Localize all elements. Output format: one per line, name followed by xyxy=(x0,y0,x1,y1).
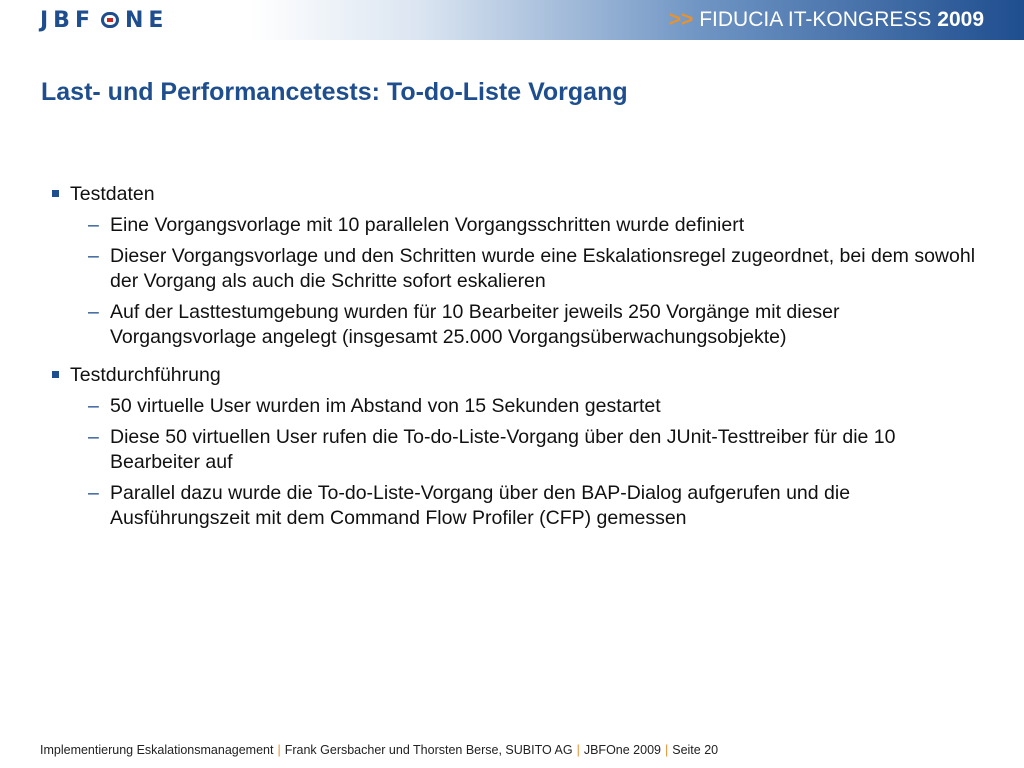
square-bullet-icon xyxy=(52,371,59,378)
section-heading: Testdaten xyxy=(70,183,155,205)
sub-item-text: Dieser Vorgangsvorlage und den Schritten wurde eine Eskalationsregel zugeordnet, bei dem sowohl der Vorgang als auch die Schritte sofort eskalieren xyxy=(110,245,976,292)
square-bullet-icon xyxy=(52,190,59,197)
sub-item xyxy=(50,394,990,419)
dash-bullet-icon: – xyxy=(88,426,99,448)
footer-separator: | xyxy=(277,743,281,757)
footer-separator: | xyxy=(664,743,669,757)
slide-body xyxy=(50,182,990,544)
logo-text-ne: NE xyxy=(124,7,169,33)
footer-event: JBFOne 2009 xyxy=(583,743,661,757)
sub-item xyxy=(50,244,990,294)
dash-bullet-icon: – xyxy=(88,482,99,504)
slide-title: Last- und Performancetests: To-do-Liste Vorgang xyxy=(41,78,628,106)
footer-separator: | xyxy=(576,743,580,757)
logo-text-jbf: JBF xyxy=(40,7,95,33)
bullet-item xyxy=(50,182,990,207)
sub-item-text: Auf der Lasttestumgebung wurden für 10 Bearbeiter jeweils 250 Vorgänge mit dieser Vorgangsvorlage angelegt (insgesamt 25.000 Vorgangsüberwachungsobjekte) xyxy=(110,301,840,348)
section-testdaten xyxy=(50,182,990,350)
logo-o-icon xyxy=(101,12,119,28)
congress-year: 2009 xyxy=(937,8,984,31)
section-heading: Testdurchführung xyxy=(70,364,221,386)
footer-authors: Frank Gersbacher und Thorsten Berse, SUBITO AG xyxy=(284,743,573,757)
congress-arrows: >> xyxy=(668,8,694,31)
dash-bullet-icon: – xyxy=(88,301,99,323)
bullet-item xyxy=(50,363,990,388)
sub-item-text: Eine Vorgangsvorlage mit 10 parallelen Vorgangsschritten wurde definiert xyxy=(110,214,745,236)
sub-item-text: Parallel dazu wurde die To-do-Liste-Vorgang über den BAP-Dialog aufgerufen und die Ausführungszeit mit dem Command Flow Profiler (CFP) gemessen xyxy=(110,482,851,529)
sub-item xyxy=(50,300,990,350)
congress-name: FIDUCIA IT-KONGRESS xyxy=(699,8,932,31)
dash-bullet-icon: – xyxy=(88,245,99,267)
dash-bullet-icon: – xyxy=(88,214,99,236)
congress-label xyxy=(669,8,984,32)
sub-item xyxy=(50,213,990,238)
sub-item-text: 50 virtuelle User wurden im Abstand von 15 Sekunden gestartet xyxy=(110,395,661,417)
footer-page-number: Seite 20 xyxy=(672,743,719,757)
sub-item xyxy=(50,481,990,531)
dash-bullet-icon: – xyxy=(88,395,99,417)
sub-item xyxy=(50,425,990,475)
section-testdurchfuehrung xyxy=(50,363,990,531)
sub-item-text: Diese 50 virtuellen User rufen die To-do-Liste-Vorgang über den JUnit-Testtreiber für die 10 Bearbeiter auf xyxy=(110,426,896,473)
header-band xyxy=(0,0,1024,40)
footer xyxy=(40,743,718,757)
footer-topic: Implementierung Eskalationsmanagement xyxy=(40,743,274,757)
jbfone-logo xyxy=(40,7,168,33)
